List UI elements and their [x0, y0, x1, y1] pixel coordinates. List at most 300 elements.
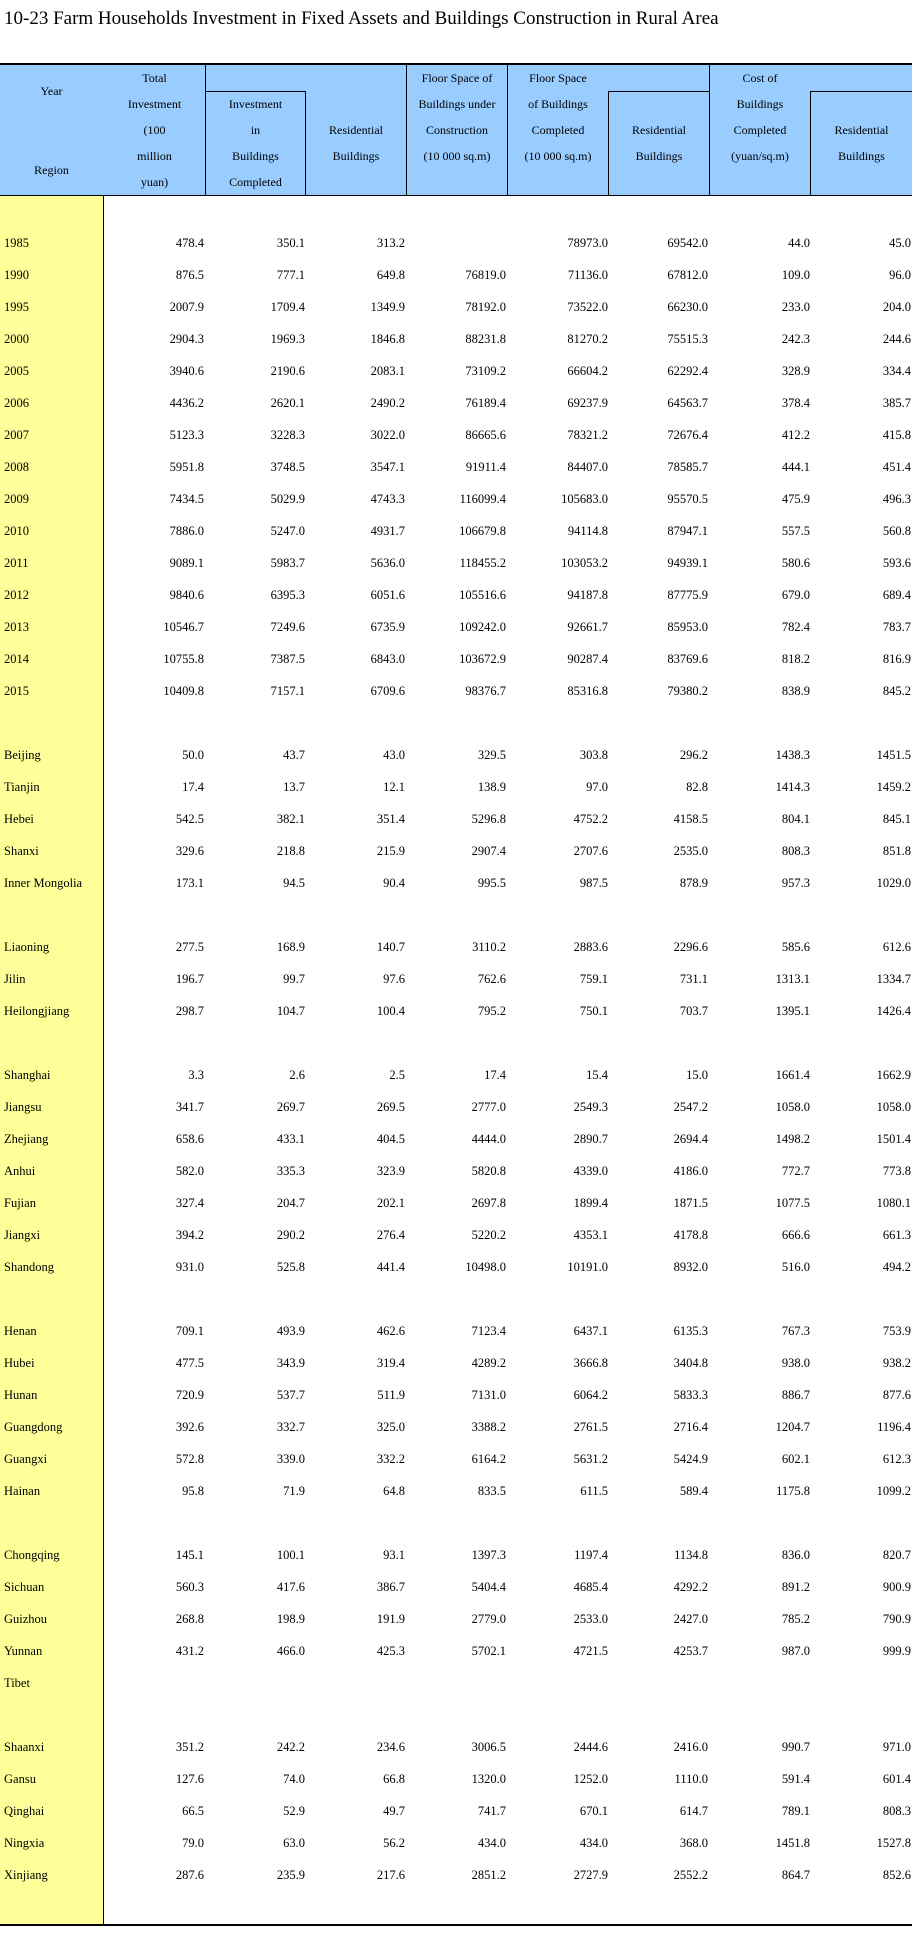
table-row	[0, 1315, 912, 1347]
table-cell: 557.5	[781, 524, 810, 538]
table-cell: 2416.0	[673, 1740, 708, 1754]
table-cell: 818.2	[781, 652, 810, 666]
row-label: Xinjiang	[4, 1868, 48, 1882]
table-cell: 6735.9	[370, 620, 405, 634]
table-cell: 762.6	[477, 972, 506, 986]
header-divider	[305, 91, 306, 195]
table-cell: 5833.3	[673, 1388, 708, 1402]
table-cell: 4931.7	[370, 524, 405, 538]
table-cell: 3666.8	[573, 1356, 608, 1370]
table-cell: 2777.0	[471, 1100, 506, 1114]
table-cell: 790.9	[882, 1612, 911, 1626]
table-cell: 1197.4	[574, 1548, 608, 1562]
table-cell: 580.6	[781, 556, 810, 570]
table-row	[0, 1795, 912, 1827]
table-cell: 415.8	[882, 428, 911, 442]
table-row	[0, 1827, 912, 1859]
table-cell: 900.9	[882, 1580, 911, 1594]
table-cell: 87947.1	[667, 524, 708, 538]
header-res2-line-2: Buildings	[635, 149, 683, 163]
table-cell: 852.6	[882, 1868, 911, 1882]
table-cell: 838.9	[781, 684, 810, 698]
table-cell: 85953.0	[667, 620, 708, 634]
table-row	[0, 931, 912, 963]
table-cell: 591.4	[781, 1772, 810, 1786]
table-cell: 5424.9	[673, 1452, 708, 1466]
table-cell: 290.2	[276, 1228, 305, 1242]
row-label: 1985	[4, 236, 29, 250]
table-cell: 93.1	[383, 1548, 405, 1562]
row-label: 2009	[4, 492, 29, 506]
table-row	[0, 1091, 912, 1123]
table-cell: 614.7	[679, 1804, 708, 1818]
table-cell: 88231.8	[465, 332, 506, 346]
table-cell: 92661.7	[567, 620, 608, 634]
table-cell: 196.7	[175, 972, 204, 986]
row-label: Shandong	[4, 1260, 54, 1274]
table-cell: 836.0	[781, 1548, 810, 1562]
table-cell: 478.4	[175, 236, 204, 250]
row-label: Guangdong	[4, 1420, 63, 1434]
row-label: Jiangxi	[4, 1228, 41, 1242]
table-cell: 7131.0	[471, 1388, 506, 1402]
table-cell: 1871.5	[673, 1196, 708, 1210]
row-label: 2011	[4, 556, 29, 570]
table-cell: 612.6	[882, 940, 911, 954]
table-cell: 15.4	[586, 1068, 608, 1082]
table-cell: 100.4	[376, 1004, 405, 1018]
table-row	[0, 419, 912, 451]
table-cell: 582.0	[175, 1164, 204, 1178]
table-cell: 2007.9	[169, 300, 204, 314]
table-cell: 168.9	[276, 940, 305, 954]
row-label: Ningxia	[4, 1836, 45, 1850]
table-cell: 4253.7	[673, 1644, 708, 1658]
table-cell	[307, 1667, 405, 1699]
table-row	[0, 1635, 912, 1667]
header-rule	[205, 91, 306, 92]
header-fuc-line-2: Buildings under	[418, 97, 496, 111]
table-cell: 475.9	[781, 492, 810, 506]
row-label: Jilin	[4, 972, 26, 986]
table-cell: 4289.2	[471, 1356, 506, 1370]
table-cell: 62292.4	[667, 364, 708, 378]
table-cell: 1080.1	[876, 1196, 911, 1210]
table-cell: 2707.6	[573, 844, 608, 858]
table-cell: 97.0	[586, 780, 608, 794]
table-cell: 431.2	[175, 1644, 204, 1658]
table-cell: 78321.2	[567, 428, 608, 442]
table-row	[0, 1603, 912, 1635]
table-cell: 76189.4	[465, 396, 506, 410]
table-cell: 79380.2	[667, 684, 708, 698]
table-cell: 12.1	[383, 780, 405, 794]
table-cell: 689.4	[882, 588, 911, 602]
table-cell: 1846.8	[370, 332, 405, 346]
table-cell: 1451.8	[775, 1836, 810, 1850]
header-res3-line-1: Residential	[834, 123, 889, 137]
table-cell: 140.7	[376, 940, 405, 954]
table-cell: 90287.4	[567, 652, 608, 666]
row-label: 2014	[4, 652, 29, 666]
table-cell: 496.3	[882, 492, 911, 506]
row-label: Shaanxi	[4, 1740, 45, 1754]
table-cell: 2083.1	[370, 364, 405, 378]
table-cell: 5123.3	[169, 428, 204, 442]
table-cell: 76819.0	[465, 268, 506, 282]
table-cell: 7123.4	[471, 1324, 506, 1338]
table-cell: 658.6	[175, 1132, 204, 1146]
table-cell: 2620.1	[270, 396, 305, 410]
table-cell: 783.7	[882, 620, 911, 634]
table-cell: 886.7	[781, 1388, 810, 1402]
table-cell: 95570.5	[667, 492, 708, 506]
row-label: 2010	[4, 524, 29, 538]
table-cell: 1058.0	[876, 1100, 911, 1114]
table-cell: 425.3	[376, 1644, 405, 1658]
table-cell: 69542.0	[667, 236, 708, 250]
table-cell	[408, 1667, 506, 1699]
row-label: Zhejiang	[4, 1132, 49, 1146]
table-cell: 2716.4	[673, 1420, 708, 1434]
table-cell: 198.9	[276, 1612, 305, 1626]
table-cell: 106679.8	[459, 524, 506, 538]
header-res2-line-1: Residential	[632, 123, 686, 137]
table-cell: 2296.6	[673, 940, 708, 954]
table-cell: 782.4	[781, 620, 810, 634]
table-cell: 394.2	[175, 1228, 204, 1242]
table-cell: 43.0	[383, 748, 405, 762]
table-cell: 2533.0	[573, 1612, 608, 1626]
table-cell: 323.9	[376, 1164, 405, 1178]
table-cell: 5247.0	[270, 524, 305, 538]
table-cell: 72676.4	[667, 428, 708, 442]
table-cell: 334.4	[882, 364, 911, 378]
table-cell: 4353.1	[573, 1228, 608, 1242]
row-label: Guizhou	[4, 1612, 48, 1626]
table-row	[0, 1731, 912, 1763]
row-label: 2012	[4, 588, 29, 602]
table-cell: 679.0	[781, 588, 810, 602]
table-cell: 589.4	[679, 1484, 708, 1498]
table-cell: 1196.4	[877, 1420, 911, 1434]
table-row	[0, 1571, 912, 1603]
header-divider	[507, 65, 508, 195]
table-cell: 833.5	[477, 1484, 506, 1498]
table-cell: 3547.1	[370, 460, 405, 474]
table-row	[0, 675, 912, 707]
table-cell: 91911.4	[465, 460, 506, 474]
table-cell: 1451.5	[876, 748, 911, 762]
header-cost-line-4: (yuan/sq.m)	[731, 149, 789, 163]
table-cell: 4743.3	[370, 492, 405, 506]
table-cell: 731.1	[679, 972, 708, 986]
table-cell: 4436.2	[169, 396, 204, 410]
table-row	[0, 1347, 912, 1379]
table-row	[0, 1251, 912, 1283]
row-label: 2000	[4, 332, 29, 346]
row-label: Sichuan	[4, 1580, 45, 1594]
header-rule	[810, 91, 912, 92]
table-cell: 79.0	[182, 1836, 204, 1850]
table-cell: 217.6	[376, 1868, 405, 1882]
table-cell: 71136.0	[567, 268, 608, 282]
header-total-line-5: yuan)	[140, 175, 169, 189]
table-cell: 382.1	[276, 812, 305, 826]
table-cell: 864.7	[781, 1868, 810, 1882]
table-cell: 720.9	[175, 1388, 204, 1402]
table-cell: 7249.6	[270, 620, 305, 634]
table-cell: 2427.0	[673, 1612, 708, 1626]
header-res1-line-1: Residential	[329, 123, 383, 137]
table-row	[0, 1475, 912, 1507]
table-cell: 100.1	[276, 1548, 305, 1562]
table-cell: 103672.9	[459, 652, 506, 666]
table-row	[0, 227, 912, 259]
table-row	[0, 547, 912, 579]
row-label: 1990	[4, 268, 29, 282]
table-cell: 269.7	[276, 1100, 305, 1114]
table-cell	[106, 1667, 204, 1699]
table-cell: 6164.2	[471, 1452, 506, 1466]
table-cell: 1334.7	[876, 972, 911, 986]
table-cell: 1438.3	[775, 748, 810, 762]
table-cell: 392.6	[175, 1420, 204, 1434]
table-cell: 820.7	[882, 1548, 911, 1562]
table-cell: 434.0	[477, 1836, 506, 1850]
table-cell: 94.5	[283, 876, 305, 890]
table-cell: 98376.7	[465, 684, 506, 698]
table-cell	[510, 1667, 608, 1699]
table-cell: 85316.8	[567, 684, 608, 698]
table-cell: 2547.2	[673, 1100, 708, 1114]
table-cell: 5296.8	[471, 812, 506, 826]
row-label: Beijing	[4, 748, 41, 762]
table-cell: 741.7	[477, 1804, 506, 1818]
row-label: 2015	[4, 684, 29, 698]
table-cell: 593.6	[882, 556, 911, 570]
table-cell: 127.6	[175, 1772, 204, 1786]
table-cell: 2904.3	[169, 332, 204, 346]
table-cell: 10755.8	[163, 652, 204, 666]
header-inv-line-4: Completed	[229, 175, 282, 189]
table-cell: 2.6	[289, 1068, 305, 1082]
table-cell: 204.0	[882, 300, 911, 314]
header-inv-line-2: in	[250, 123, 261, 137]
table-cell	[610, 1667, 708, 1699]
row-label: Hebei	[4, 812, 34, 826]
table-cell: 990.7	[781, 1740, 810, 1754]
table-row	[0, 291, 912, 323]
table-cell: 1204.7	[775, 1420, 810, 1434]
table-cell: 1661.4	[775, 1068, 810, 1082]
row-label: Qinghai	[4, 1804, 45, 1818]
table-cell: 5404.4	[471, 1580, 506, 1594]
table-cell: 877.6	[882, 1388, 911, 1402]
table-cell: 477.5	[175, 1356, 204, 1370]
table-row	[0, 963, 912, 995]
table-cell: 3388.2	[471, 1420, 506, 1434]
table-cell: 202.1	[376, 1196, 405, 1210]
table-cell: 3022.0	[370, 428, 405, 442]
table-cell: 313.2	[376, 236, 405, 250]
table-cell: 64.8	[383, 1484, 405, 1498]
table-cell: 1709.4	[270, 300, 305, 314]
table-cell: 4721.5	[573, 1644, 608, 1658]
table-bottom-rule	[0, 1924, 912, 1926]
table-cell: 15.0	[686, 1068, 708, 1082]
table-cell: 845.2	[882, 684, 911, 698]
row-label: Jiangsu	[4, 1100, 42, 1114]
table-cell: 4186.0	[673, 1164, 708, 1178]
table-cell: 1899.4	[573, 1196, 608, 1210]
table-cell: 66.8	[383, 1772, 405, 1786]
table-cell: 75515.3	[667, 332, 708, 346]
table-cell: 891.2	[781, 1580, 810, 1594]
table-cell: 808.3	[781, 844, 810, 858]
table-cell: 441.4	[376, 1260, 405, 1274]
table-row	[0, 451, 912, 483]
table-cell: 417.6	[276, 1580, 305, 1594]
table-cell: 1397.3	[471, 1548, 506, 1562]
header-fuc-line-4: (10 000 sq.m)	[423, 149, 491, 163]
table-cell: 244.6	[882, 332, 911, 346]
table-cell: 1498.2	[775, 1132, 810, 1146]
table-cell: 2851.2	[471, 1868, 506, 1882]
table-cell: 1414.3	[775, 780, 810, 794]
table-cell: 1175.8	[776, 1484, 810, 1498]
table-cell: 670.1	[579, 1804, 608, 1818]
table-cell: 1349.9	[370, 300, 405, 314]
table-cell: 329.6	[175, 844, 204, 858]
header-investment-buildings	[206, 91, 305, 195]
table-row	[0, 1859, 912, 1891]
table-cell: 931.0	[175, 1260, 204, 1274]
table-cell: 876.5	[175, 268, 204, 282]
table-cell: 145.1	[175, 1548, 204, 1562]
table-cell: 6051.6	[370, 588, 405, 602]
table-cell: 1320.0	[471, 1772, 506, 1786]
table-cell: 276.4	[376, 1228, 405, 1242]
table-cell: 234.6	[376, 1740, 405, 1754]
table-cell: 1527.8	[876, 1836, 911, 1850]
table-cell: 5951.8	[169, 460, 204, 474]
table-cell: 542.5	[175, 812, 204, 826]
table-cell: 385.7	[882, 396, 911, 410]
table-row	[0, 387, 912, 419]
table-cell: 319.4	[376, 1356, 405, 1370]
table-cell: 269.5	[376, 1100, 405, 1114]
table-cell: 649.8	[376, 268, 405, 282]
table-cell: 1313.1	[775, 972, 810, 986]
table-cell: 268.8	[175, 1612, 204, 1626]
table-cell: 343.9	[276, 1356, 305, 1370]
table-cell: 560.8	[882, 524, 911, 538]
table-cell: 804.1	[781, 812, 810, 826]
table-cell	[408, 227, 506, 259]
table-cell: 2883.6	[573, 940, 608, 954]
table-cell: 56.2	[383, 1836, 405, 1850]
table-cell: 325.0	[376, 1420, 405, 1434]
table-cell: 2190.6	[270, 364, 305, 378]
table-cell: 6843.0	[370, 652, 405, 666]
table-cell: 298.7	[175, 1004, 204, 1018]
table-cell: 2535.0	[673, 844, 708, 858]
table-cell: 303.8	[579, 748, 608, 762]
table-cell: 612.3	[882, 1452, 911, 1466]
table-cell: 511.9	[377, 1388, 405, 1402]
table-cell: 109.0	[781, 268, 810, 282]
table-row	[0, 1411, 912, 1443]
table-header	[0, 65, 912, 196]
table-cell: 2761.5	[573, 1420, 608, 1434]
table-cell: 109242.0	[459, 620, 506, 634]
table-cell: 17.4	[484, 1068, 506, 1082]
table-cell: 785.2	[781, 1612, 810, 1626]
header-res3-line-2: Buildings	[838, 149, 885, 163]
table-cell: 3110.2	[472, 940, 506, 954]
table-cell: 466.0	[276, 1644, 305, 1658]
header-divider	[205, 65, 206, 195]
table-cell: 50.0	[182, 748, 204, 762]
table-cell: 66.5	[182, 1804, 204, 1818]
table-cell: 753.9	[882, 1324, 911, 1338]
table-cell: 87775.9	[667, 588, 708, 602]
table-cell: 1662.9	[876, 1068, 911, 1082]
table-cell: 602.1	[781, 1452, 810, 1466]
table-row	[0, 1763, 912, 1795]
table-cell: 1969.3	[270, 332, 305, 346]
table-cell: 2.5	[389, 1068, 405, 1082]
table-row	[0, 867, 912, 899]
header-region: Region	[34, 163, 69, 177]
table-row	[0, 835, 912, 867]
table-cell: 52.9	[283, 1804, 305, 1818]
row-label: 2008	[4, 460, 29, 474]
table-cell: 451.4	[882, 460, 911, 474]
table-row	[0, 1379, 912, 1411]
table-cell: 49.7	[383, 1804, 405, 1818]
table-cell: 296.2	[679, 748, 708, 762]
table-cell: 433.1	[276, 1132, 305, 1146]
table-cell: 494.2	[882, 1260, 911, 1274]
table-cell: 611.5	[580, 1484, 608, 1498]
header-residential-1	[306, 117, 406, 169]
table-cell: 1395.1	[775, 1004, 810, 1018]
table-cell: 332.7	[276, 1420, 305, 1434]
row-label: 1995	[4, 300, 29, 314]
row-label: Tibet	[4, 1676, 30, 1690]
table-cell: 1134.8	[674, 1548, 708, 1562]
table-cell: 99.7	[283, 972, 305, 986]
header-cost-line-2: Buildings	[736, 97, 784, 111]
table-cell: 104.7	[276, 1004, 305, 1018]
table-cell: 5631.2	[573, 1452, 608, 1466]
table-cell: 987.0	[781, 1644, 810, 1658]
table-cell: 2694.4	[673, 1132, 708, 1146]
table-cell: 4292.2	[673, 1580, 708, 1594]
table-cell: 434.0	[579, 1836, 608, 1850]
table-cell: 78973.0	[567, 236, 608, 250]
table-cell	[712, 1667, 810, 1699]
table-cell: 537.7	[276, 1388, 305, 1402]
table-row	[0, 643, 912, 675]
table-cell: 938.0	[781, 1356, 810, 1370]
table-cell: 6064.2	[573, 1388, 608, 1402]
table-cell: 4685.4	[573, 1580, 608, 1594]
table-cell: 601.4	[882, 1772, 911, 1786]
table-cell: 73522.0	[567, 300, 608, 314]
